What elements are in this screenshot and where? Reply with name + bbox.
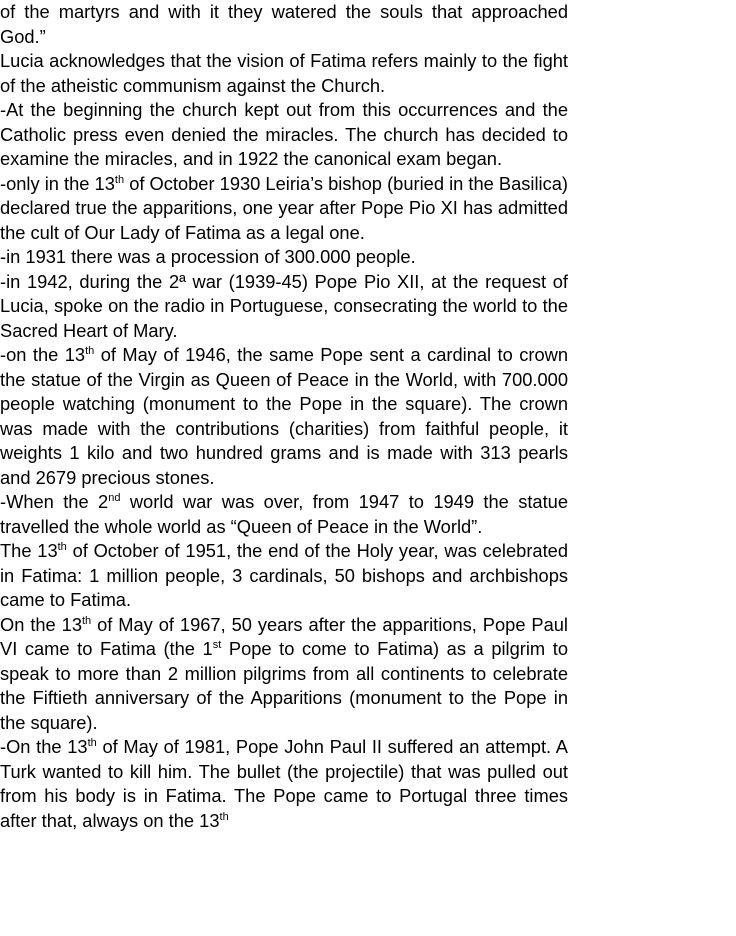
paragraph — [0, 245, 568, 270]
text-run: On the 13 — [0, 613, 82, 635]
text-run: of October of 1951, the end of the Holy year, was celebrated in Fatima: 1 million people, 3 cardinals, 50 bishops and archbishops came to Fatima. — [0, 540, 568, 610]
text-run: The 13 — [0, 540, 58, 561]
ordinal-superscript: th — [219, 810, 229, 823]
paragraph — [0, 172, 568, 246]
text-run: Pope to come to Fatima) as a pilgrim to speak to more than 2 million pilgrims from all continents to celebrate the Fiftieth anniversary of the Apparitions (monument to the Pope in the square). — [0, 638, 568, 733]
ordinal-superscript: th — [85, 345, 95, 357]
ordinal-superscript: st — [212, 639, 222, 651]
text-run: world war was over, from 1947 to 1949 the statue travelled the whole world as “Queen of Peace in the World”. — [0, 491, 568, 537]
text-run: -on the 13 — [0, 344, 86, 365]
text-run: -On the 13 — [0, 736, 88, 757]
paragraph — [0, 539, 568, 613]
text-run: -in 1931 there was a procession of 300.000 people. — [0, 246, 416, 267]
text-run: -At the beginning the church kept out from this occurrences and the Catholic press even denied the miracles. The church has decided to examine the miracles, and in 1922 the canonical exam began. — [0, 99, 568, 169]
ordinal-superscript: th — [87, 737, 97, 749]
text-run: Lucia acknowledges that the vision of Fatima refers mainly to the fight of the atheistic communism against the Church. — [0, 50, 568, 96]
paragraph — [0, 735, 568, 833]
paragraph — [0, 343, 568, 490]
paragraph — [0, 49, 568, 98]
paragraph — [0, 0, 568, 49]
paragraph — [0, 613, 568, 736]
ordinal-superscript: th — [114, 173, 125, 186]
text-run: -When the 2 — [0, 491, 109, 512]
text-run: -only in the 13 — [0, 172, 115, 194]
paragraph — [0, 270, 568, 344]
text-run: of October 1930 Leiria’s bishop (buried in the Basilica) declared true the apparitions, one year after Pope Pio XI has admitted the cult of Our Lady of Fatima as a legal one. — [0, 172, 568, 243]
text-run: of May of 1981, Pope John Paul II suffered an attempt. A Turk wanted to kill him. The bullet (the projectile) that was pulled out from his body is in Fatima. The Pope came to Portugal three times after that, always on the 13 — [0, 736, 568, 831]
ordinal-superscript: th — [82, 614, 92, 627]
text-run: of May of 1967, 50 years after the apparitions, Pope Paul VI came to Fatima (the 1 — [0, 613, 568, 659]
text-run: of May of 1946, the same Pope sent a cardinal to crown the statue of the Virgin as Queen of Peace in the World, with 700.000 people watching (monument to the Pope in the square). The crown was made with the contributions (charities) from faithful people, it weights 1 kilo and two hundred grams and is made with 313 pearls and 2679 precious stones. — [0, 344, 569, 488]
paragraph — [0, 490, 568, 539]
paragraph — [0, 98, 568, 172]
text-run: of the martyrs and with it they watered the souls that approached God.” — [0, 1, 568, 47]
ordinal-superscript: nd — [108, 492, 121, 504]
ordinal-superscript: th — [57, 541, 67, 553]
text-run: -in 1942, during the 2ª war (1939-45) Pope Pio XII, at the request of Lucia, spoke on the radio in Portuguese, consecrating the world to the Sacred Heart of Mary. — [0, 270, 568, 341]
